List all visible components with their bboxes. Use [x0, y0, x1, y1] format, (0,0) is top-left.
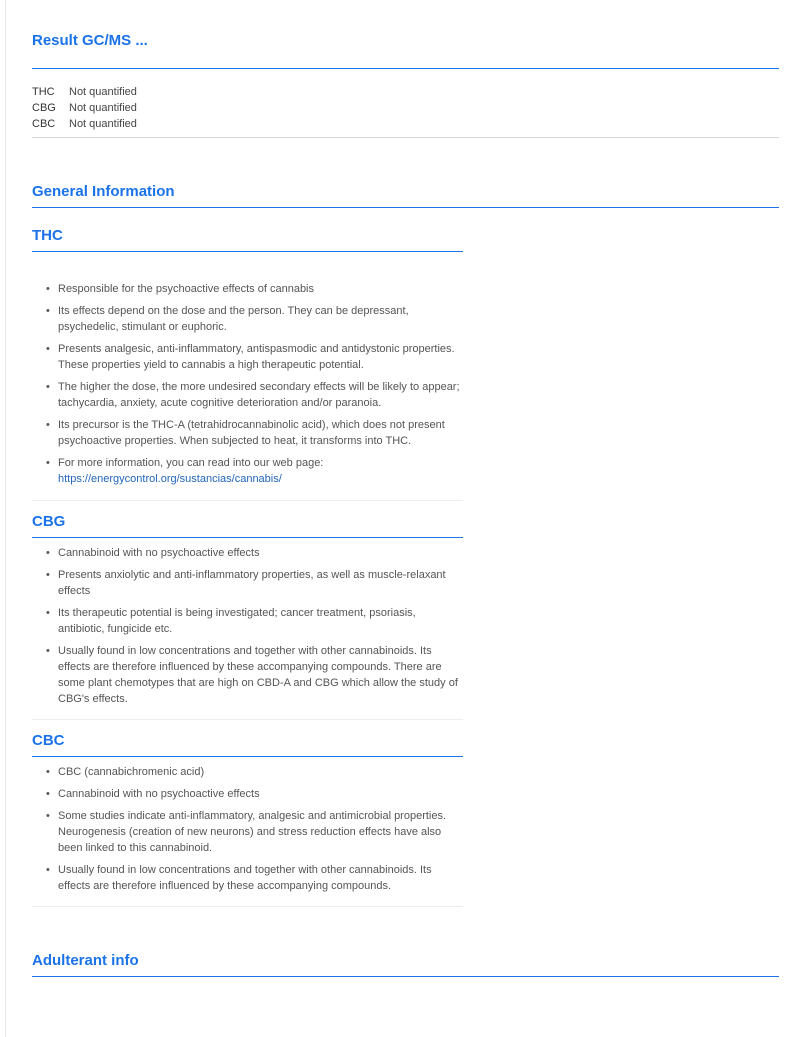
result-heading-divider: [32, 68, 779, 69]
cbg-section-separator: [32, 719, 463, 720]
thc-section-separator: [32, 500, 463, 501]
result-value: Not quantified: [69, 118, 137, 130]
result-list: [32, 84, 137, 132]
adulterant-info-divider: [32, 976, 779, 977]
result-name: THC: [32, 86, 55, 98]
list-item: • Presents analgesic, anti-inflammatory, antispasmodic and antidystonic properties. These properties yield to cannabis a high therapeutic potential.: [58, 341, 463, 373]
list-item: • Its therapeutic potential is being investigated; cancer treatment, psoriasis, antibiotic, fungicide etc.: [58, 605, 463, 637]
cbc-heading-divider: [32, 756, 463, 757]
result-value: Not quantified: [69, 86, 137, 98]
list-item: • Usually found in low concentrations and together with other cannabinoids. Its effects are therefore influenced by these accompanying compounds. There are some plant chemotypes that are high on CBD-A and CBG which allow the study of CBG's effects.: [58, 643, 463, 707]
result-value: Not quantified: [69, 102, 137, 114]
cbc-heading: CBC: [32, 732, 65, 749]
adulterant-info-heading: Adulterant info: [32, 952, 139, 969]
result-name: CBC: [32, 118, 56, 130]
list-item: • Some studies indicate anti-inflammatory, analgesic and antimicrobial properties. Neurogenesis (creation of new neurons) and stress reduction effects have also been linked to this cannabinoid.: [58, 808, 463, 856]
cbc-section-separator: [32, 906, 463, 907]
thc-heading-divider: [32, 251, 463, 252]
list-item: • Cannabinoid with no psychoactive effects: [58, 786, 463, 802]
general-information-divider: [32, 207, 779, 208]
result-list-divider: [32, 137, 779, 138]
general-information-heading: General Information: [32, 183, 175, 200]
result-name: CBG: [32, 102, 56, 114]
result-row-cbg: [32, 100, 137, 116]
list-item: • Presents anxiolytic and anti-inflammatory properties, as well as muscle-relaxant effects: [58, 567, 463, 599]
list-item: • Its effects depend on the dose and the person. They can be depressant, psychedelic, stimulant or euphoric.: [58, 303, 463, 335]
cbg-info-list: [32, 545, 463, 713]
list-item: • CBC (cannabichromenic acid): [58, 764, 463, 780]
result-row-thc: [32, 84, 137, 100]
list-item-more-info: [58, 455, 463, 487]
thc-info-list: [32, 281, 463, 493]
thc-heading: THC: [32, 227, 63, 244]
cbg-heading-divider: [32, 537, 463, 538]
more-info-text: For more information, you can read into our web page:: [58, 457, 324, 469]
result-row-cbc: [32, 116, 137, 132]
energycontrol-cannabis-link[interactable]: https://energycontrol.org/sustancias/cannabis/: [58, 473, 282, 485]
list-item: • Usually found in low concentrations and together with other cannabinoids. Its effects are therefore influenced by these accompanying compounds.: [58, 862, 463, 894]
cbg-heading: CBG: [32, 513, 66, 530]
list-item: • Cannabinoid with no psychoactive effects: [58, 545, 463, 561]
page-left-border: [5, 0, 6, 1037]
cbc-info-list: [32, 764, 463, 900]
list-item: • Responsible for the psychoactive effects of cannabis: [58, 281, 463, 297]
list-item: • The higher the dose, the more undesired secondary effects will be likely to appear; tachycardia, anxiety, acute cognitive deterioration and/or paranoia.: [58, 379, 463, 411]
result-heading: Result GC/MS ...: [32, 32, 148, 49]
list-item: • Its precursor is the THC-A (tetrahidrocannabinolic acid), which does not present psychoactive properties. When subjected to heat, it transforms into THC.: [58, 417, 463, 449]
